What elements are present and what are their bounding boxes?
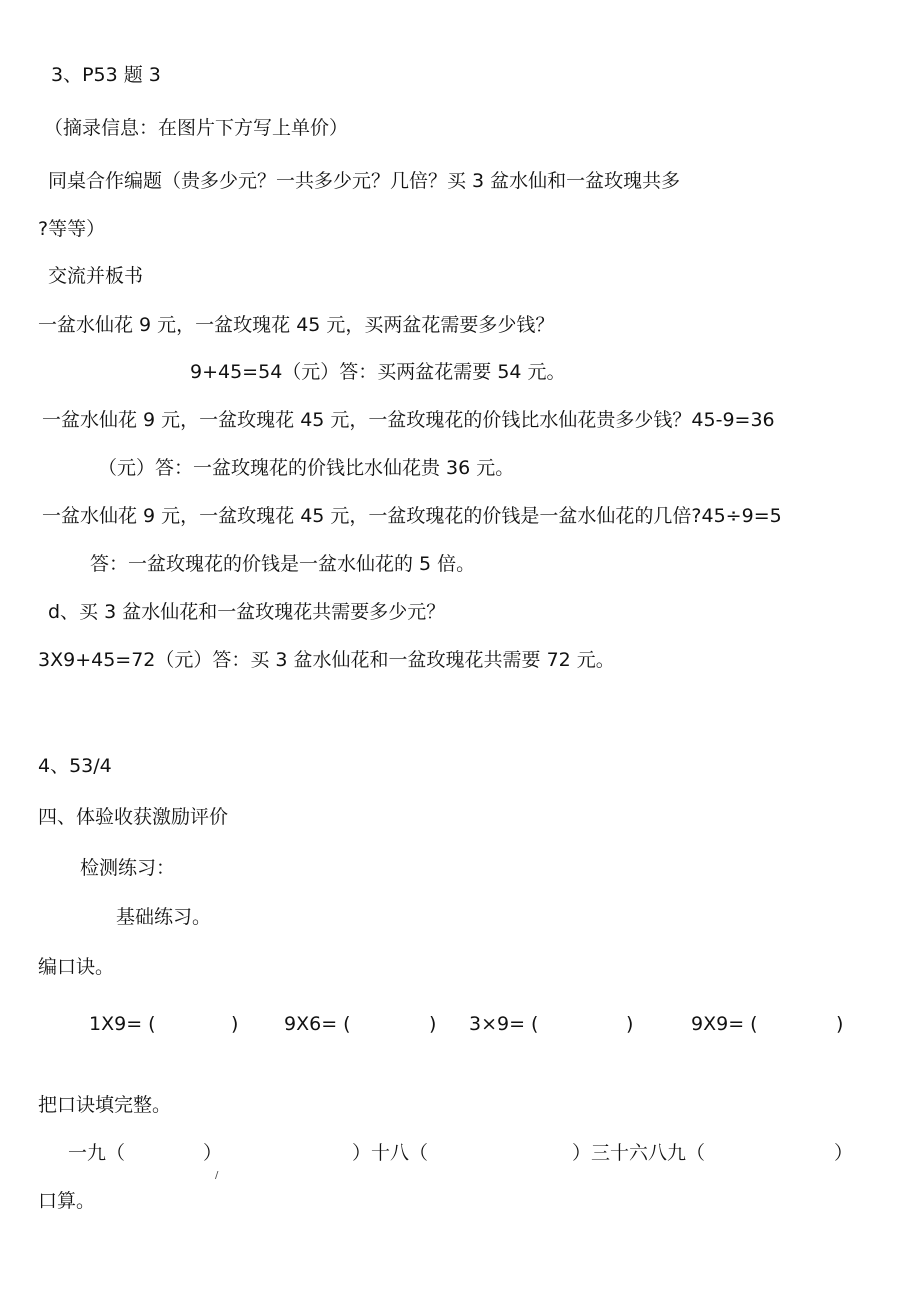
- fill-blank-b: ）: [203, 1142, 223, 1164]
- make-rhyme-label: 编口诀。: [38, 956, 115, 978]
- answer-1: 9+45=54（元）答：买两盆花需要 54 元。: [190, 361, 566, 383]
- item-4-heading: 4、53/4: [38, 755, 112, 777]
- answer-d: 3X9+45=72（元）答：买 3 盆水仙花和一盆玫瑰花共需要 72 元。: [38, 649, 615, 671]
- complete-rhyme-label: 把口诀填完整。: [38, 1094, 172, 1116]
- exercise-1-expr: 1X9= (: [89, 1013, 156, 1035]
- basic-practice-label: 基础练习。: [116, 906, 212, 928]
- note-excerpt-info: （摘录信息：在图片下方写上单价）: [44, 117, 349, 139]
- fill-blank-e: ）: [834, 1142, 854, 1164]
- mental-math-label: 口算。: [38, 1190, 96, 1212]
- exercise-3-expr: 3×9= (: [469, 1013, 539, 1035]
- item-3-heading: 3、P53 题 3: [51, 64, 161, 86]
- problem-2: 一盆水仙花 9 元，一盆玫瑰花 45 元，一盆玫瑰花的价钱比水仙花贵多少钱？45-9=36: [42, 409, 775, 431]
- pair-work-line: 同桌合作编题（贵多少元？一共多少元？几倍？买 3 盆水仙和一盆玫瑰共多: [48, 170, 681, 192]
- fill-blank-c: ）十八（: [352, 1142, 429, 1164]
- exercise-1-close: ): [231, 1013, 239, 1035]
- exercise-2-expr: 9X6= (: [284, 1013, 351, 1035]
- share-and-board: 交流并板书: [48, 265, 144, 287]
- fill-blank-a: 一九（: [68, 1142, 126, 1164]
- answer-3: 答：一盆玫瑰花的价钱是一盆水仙花的 5 倍。: [90, 553, 476, 575]
- exercise-3-close: ): [626, 1013, 634, 1035]
- stray-mark: /: [215, 1170, 219, 1181]
- answer-2: （元）答：一盆玫瑰花的价钱比水仙花贵 36 元。: [98, 457, 515, 479]
- fill-blank-d: ）三十六八九（: [572, 1142, 706, 1164]
- section-4-heading: 四、体验收获激励评价: [38, 806, 229, 828]
- test-practice-label: 检测练习：: [80, 857, 176, 879]
- problem-1: 一盆水仙花 9 元，一盆玫瑰花 45 元，买两盆花需要多少钱？: [38, 314, 555, 336]
- problem-3: 一盆水仙花 9 元，一盆玫瑰花 45 元，一盆玫瑰花的价钱是一盆水仙花的几倍?45÷9=5: [42, 505, 782, 527]
- exercise-2-close: ): [429, 1013, 437, 1035]
- pair-work-continued: ?等等）: [38, 218, 106, 240]
- problem-d: d、买 3 盆水仙花和一盆玫瑰花共需要多少元？: [48, 601, 446, 623]
- exercise-4-expr: 9X9= (: [691, 1013, 758, 1035]
- exercise-4-close: ): [836, 1013, 844, 1035]
